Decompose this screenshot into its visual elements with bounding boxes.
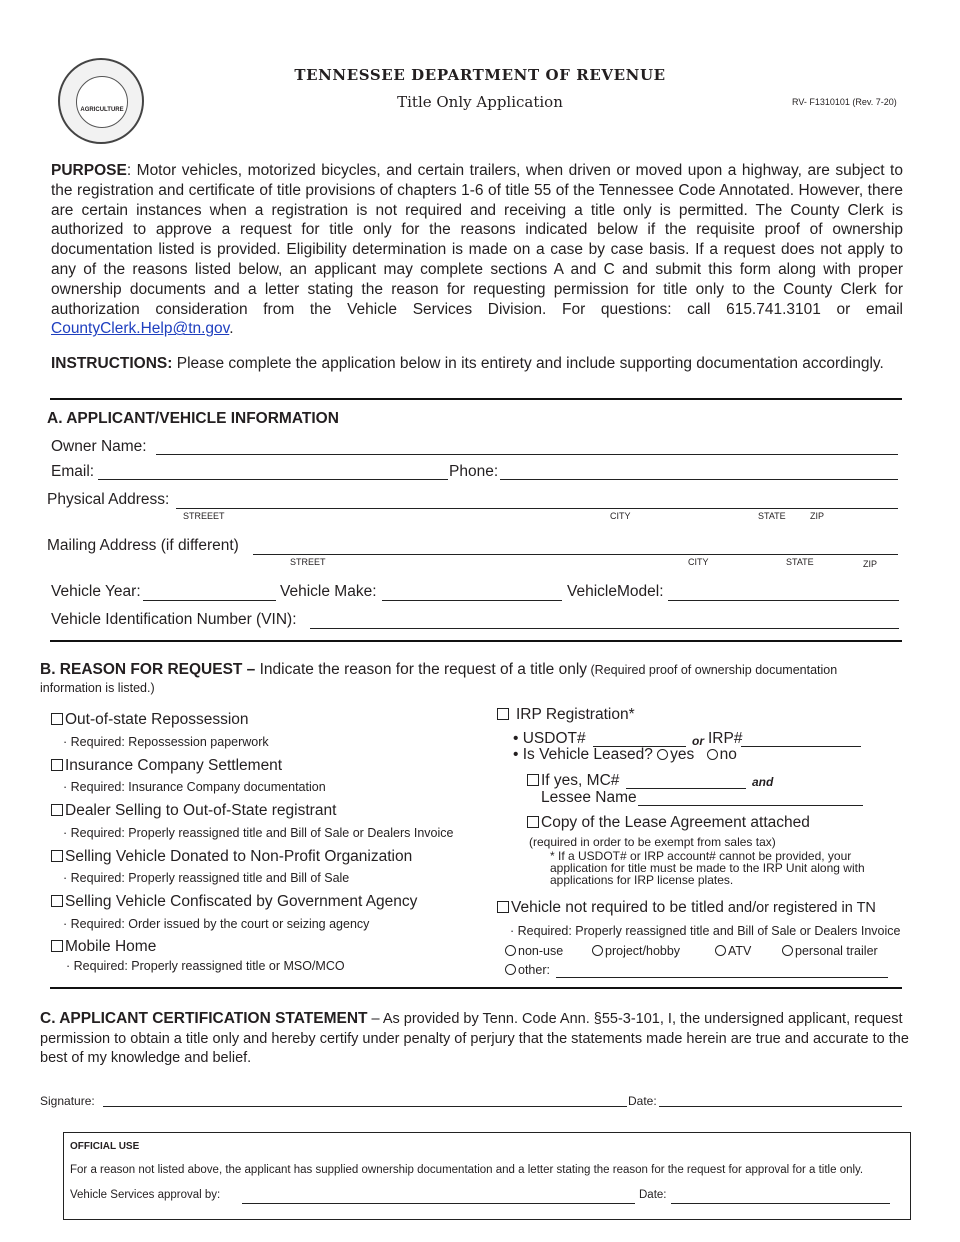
choice-label: other: [518,963,550,977]
option-label: Mobile Home [65,938,157,955]
mc-label: If yes, MC# [541,772,620,789]
physical-zip-caption: ZIP [810,511,825,521]
requirement-text: · Required: Properly reassigned title and Bill of Sale or Dealers Invoice [63,826,454,840]
purpose-paragraph [51,161,903,339]
yes-radio[interactable] [657,749,668,760]
date-field[interactable] [659,1106,902,1107]
other-field[interactable] [556,977,888,978]
official-use-text: For a reason not listed above, the applicant has supplied ownership documentation and a letter stating the reason for the request for approval for a title only. [70,1164,864,1176]
lease-note: (required in order to be exempt from sales tax) [529,835,776,849]
seal-text: AGRICULTURE [80,107,124,113]
radio[interactable] [715,945,726,956]
instructions-paragraph [51,354,903,374]
choice-label: personal trailer [795,944,878,958]
no-radio[interactable] [707,749,718,760]
irp-footnote: * If a USDOT# or IRP account# cannot be provided, your application for title must be made to the IRP Unit along with applications for IRP license plates. [550,849,865,887]
personal-trailer-option[interactable] [782,944,878,958]
or-text: or [692,734,704,748]
official-use-box [63,1132,911,1220]
vehicle-model-label: VehicleModel: [567,583,664,600]
option-label: Copy of the Lease Agreement attached [541,814,810,831]
mailing-address-label: Mailing Address (if different) [47,537,239,554]
option-not-required[interactable] [497,899,876,917]
physical-state-caption: STATE [758,511,786,521]
phone-field[interactable] [500,479,898,480]
vehicle-make-field[interactable] [382,600,562,601]
yes-label: yes [670,746,695,763]
mailing-city-caption: CITY [688,557,709,567]
section-b-title: B. REASON FOR REQUEST – [40,661,256,678]
lessee-label: Lessee Name [541,789,637,806]
usdot-row: • USDOT# [513,730,586,747]
official-use-title: OFFICIAL USE [70,1141,140,1152]
option-out-of-state-repossession[interactable] [51,711,249,729]
form-title: Title Only Application [397,93,563,111]
choice-label: ATV [728,944,752,958]
signature-label: Signature: [40,1094,95,1108]
section-b-note-2: information is listed.) [40,681,155,695]
vehicle-model-field[interactable] [668,600,899,601]
choice-label: project/hobby [605,944,681,958]
vin-label: Vehicle Identification Number (VIN): [51,611,297,628]
option-mobile-home[interactable] [51,938,156,956]
mailing-state-caption: STATE [786,557,814,567]
official-date-field[interactable] [671,1203,890,1204]
option-irp-registration[interactable] [497,706,635,724]
leased-row: • Is Vehicle Leased? yes no [513,746,737,763]
divider [50,640,902,642]
radio[interactable] [505,945,516,956]
usdot-label: USDOT# [522,730,586,747]
non-use-option[interactable] [505,944,563,958]
purpose-label: PURPOSE [51,162,127,179]
approval-label: Vehicle Services approval by: [70,1189,221,1201]
and-text: and [752,775,774,789]
option-label: Vehicle not required to be titled [511,899,724,916]
vehicle-year-label: Vehicle Year: [51,583,141,600]
physical-address-field[interactable] [176,508,898,509]
requirement-text: · Required: Insurance Company documentation [63,780,326,794]
choice-label: non-use [518,944,564,958]
section-a-title: A. APPLICANT/VEHICLE INFORMATION [47,410,339,427]
mailing-zip-caption: ZIP [863,559,878,569]
signature-field[interactable] [103,1106,627,1107]
requirement-text: · Required: Order issued by the court or seizing agency [63,917,370,931]
radio[interactable] [592,945,603,956]
checkbox[interactable] [497,708,509,720]
atv-option[interactable] [715,944,751,958]
project-hobby-option[interactable] [592,944,680,958]
official-date-label: Date: [639,1189,667,1201]
purpose-end: . [229,320,234,338]
option-label-small: and/or registered in TN [723,900,876,916]
section-c-text: – As provided by Tenn. Code Ann. §55-3-101, I, the undersigned applicant, request permission to obtain a title only and hereby certify under penalty of perjury that the statements made herein are true and accurate to the best of my knowledge and belief. [40,1011,909,1066]
divider [50,398,902,400]
option-label: Insurance Company Settlement [65,757,283,774]
department-title: TENNESSEE DEPARTMENT OF REVENUE [294,66,666,84]
option-label: IRP Registration* [516,706,635,723]
checkbox[interactable] [51,759,63,771]
option-label: Selling Vehicle Confiscated by Government Agency [65,893,418,910]
email-label: Email: [51,463,95,480]
email-field[interactable] [98,479,448,480]
mailing-street-caption: STREET [290,557,326,567]
mc-field[interactable] [626,788,746,789]
lessee-field[interactable] [638,805,863,806]
date-label: Date: [628,1094,657,1108]
other-option[interactable] [505,963,550,977]
checkbox[interactable] [527,774,539,786]
radio[interactable] [505,964,516,975]
section-b-heading [40,661,910,679]
option-label: Dealer Selling to Out-of-State registrant [65,802,337,819]
vin-field[interactable] [310,628,899,629]
requirement-text: · Required: Properly reassigned title and Bill of Sale [63,871,350,885]
irp-label: IRP# [708,730,743,747]
requirement-text: · Required: Properly reassigned title and Bill of Sale or Dealers Invoice [510,924,901,938]
leased-question: Is Vehicle Leased? [522,746,653,763]
purpose-text: : Motor vehicles, motorized bicycles, and certain trailers, when driven or moved upon a highway, are subject to the registration and certificate of title provisions of chapters 1-6 of title 55 of the Tennessee Code Annotated. However, there are certain instances when a registration is not required and receiving a title only is permitted. The County Clerk is authorized to approve a request for title only for the reasons indicated below if the requisite proof of ownership documentation listed is provided. Eligibility determination is made on a case by case basis. If a request does not apply to any of the reasons listed below, an applicant may complete sections A and C and submit this form along with proper ownership documents and a letter stating the reason for requesting permission for title only to the County Clerk for authorization consideration from the Vehicle Services Division. For questions: call 615.741.3101 or email [51,162,903,318]
option-donated-vehicle[interactable] [51,848,412,866]
phone-label: Phone: [449,463,499,480]
physical-address-label: Physical Address: [47,491,170,508]
requirement-text: · Required: Repossession paperwork [63,735,269,749]
section-c-title: C. APPLICANT CERTIFICATION STATEMENT [40,1010,368,1027]
email-link[interactable]: CountyClerk.Help@tn.gov [51,320,230,338]
option-label: Selling Vehicle Donated to Non-Profit Organization [65,848,413,865]
requirement-text: · Required: Properly reassigned title or MSO/MCO [66,959,345,973]
no-label: no [719,746,737,763]
approval-field[interactable] [242,1203,635,1204]
section-b-note: (Required proof of ownership documentation [587,663,838,677]
checkbox[interactable] [497,901,509,913]
option-dealer-selling[interactable] [51,802,336,820]
divider [50,987,902,989]
option-confiscated-vehicle[interactable] [51,893,417,911]
checkbox[interactable] [51,713,63,725]
physical-street-caption: STREEET [183,511,225,521]
checkbox[interactable] [51,850,63,862]
instructions-label: INSTRUCTIONS: [51,355,173,372]
checkbox[interactable] [51,804,63,816]
instructions-text: Please complete the application below in its entirety and include supporting documentation accordingly. [172,355,884,372]
form-number: RV- F1310101 (Rev. 7-20) [792,97,897,107]
mailing-address-field[interactable] [253,554,898,555]
option-label: Out-of-state Repossession [65,711,249,728]
section-c-statement [40,1009,910,1069]
checkbox[interactable] [51,895,63,907]
vehicle-year-field[interactable] [143,600,276,601]
owner-name-label: Owner Name: [51,438,147,455]
irp-field[interactable] [741,746,861,747]
mc-row [527,772,619,790]
vehicle-make-label: Vehicle Make: [280,583,377,600]
option-insurance-settlement[interactable] [51,757,282,775]
owner-name-field[interactable] [156,454,898,455]
section-b-title-rest: Indicate the reason for the request of a title only [255,661,588,678]
checkbox[interactable] [527,816,539,828]
lease-copy-option[interactable] [527,814,810,832]
checkbox[interactable] [51,940,63,952]
physical-city-caption: CITY [610,511,631,521]
radio[interactable] [782,945,793,956]
